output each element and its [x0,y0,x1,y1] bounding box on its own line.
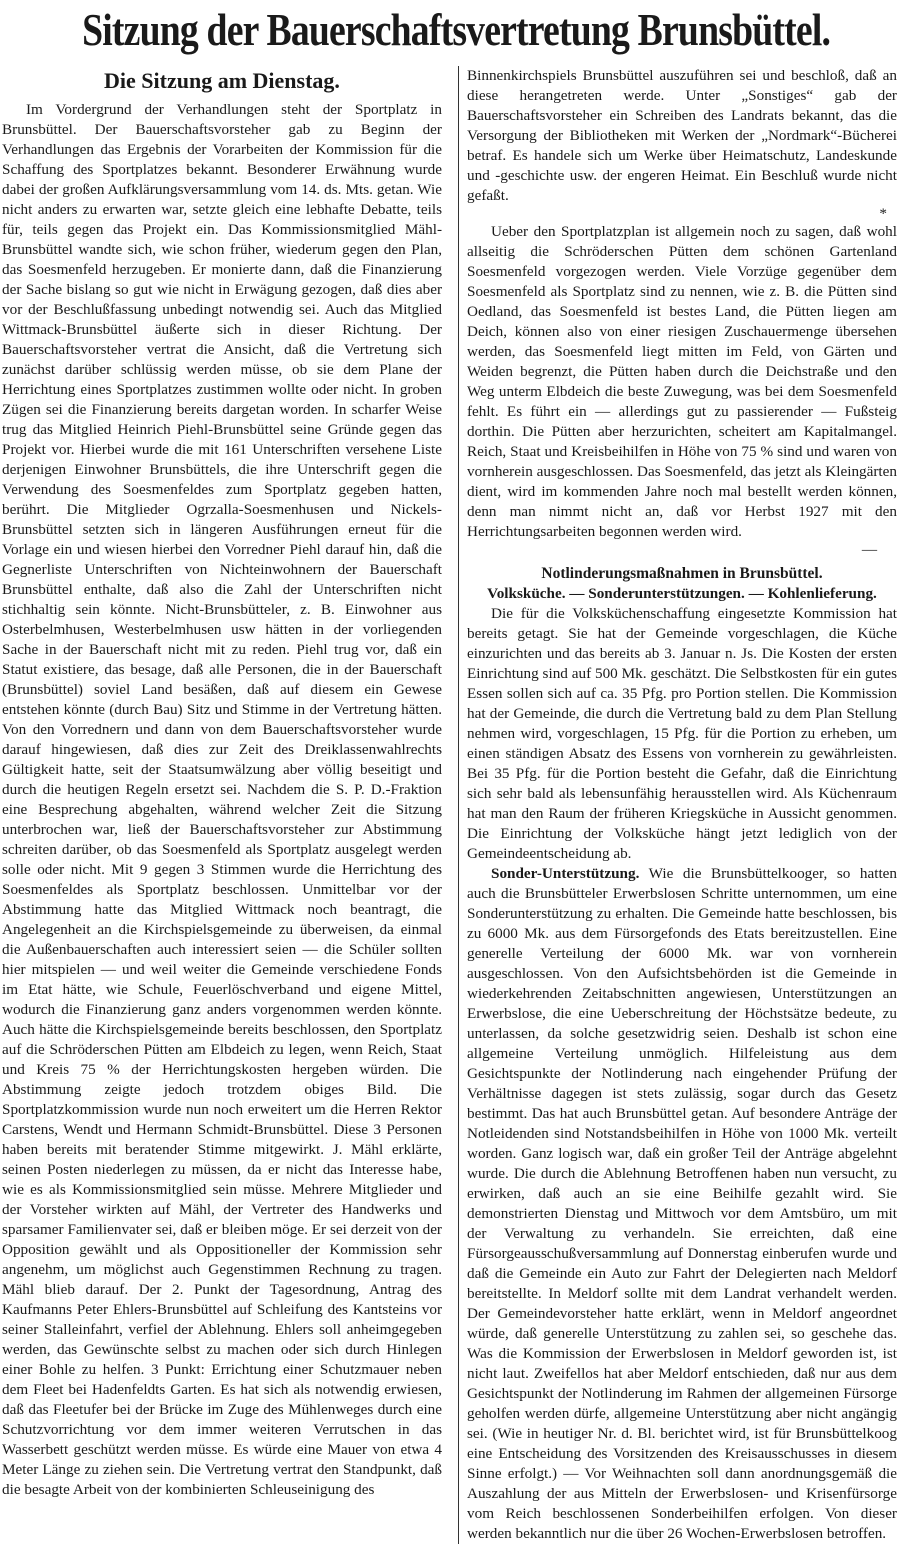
continuation-paragraph: Binnenkirchspiels Brunsbüttel auszuführen sei und beschloß, daß an diese herangetreten werde. Unter „Sonstiges“ gab der Bauerschaftsvorsteher ein Schreiben des Landrats bekannt, das die Versorgung der Bibliotheken mit Werken der „Nordmark“-Bücherei betraf. Es handele sich um Werke über Heimatschutz, Landeskunde und -geschichte usw. der engeren Heimat. Ein Beschluß wurde nicht gefaßt. [467,67,897,204]
volkskueche-paragraph: Die für die Volksküchenschaffung eingesetzte Kommission hat bereits getagt. Sie hat der Gemeinde vorgeschlagen, die Küche einzurichten und das bereits ab 3. Januar n. Js. Die Kosten der ersten Einrichtung sind auf 500 Mk. geschätzt. Die Selbstkosten für ein gutes Essen sollen sich auf ca. 35 Pfg. pro Portion stellen. Die Kommission hat der Gemeinde, die durch die Vertretung bald zu dem Plan Stellung nehmen wird, vorgeschlagen, 15 Pfg. für die Portion zu erheben, um einen ständigen Absatz des Essens von vornherein zu gewährleisten. Bei 35 Pfg. für die Portion besteht die Gefahr, daß die Einrichtung sich sehr bald als lebensunfähig herausstellen wird. Als Küchenraum hat man den Raum der früheren Kriegsküche in Aussicht genommen. Die Einrichtung der Volksküche hängt jetzt lediglich von der Gemeindeentscheidung ab. [467,605,897,862]
headline-container [0,2,900,58]
article-subtitle: Die Sitzung am Dienstag. [104,68,340,93]
sportplatz-paragraph: Ueber den Sportplatzplan ist allgemein noch zu sagen, daß wohl allseitig die Schröderschen Pütten dem schönen Gartenland Soesmenfeld vorgezogen werden. Viele Vorzüge gegenüber dem Soesmenfeld als Sportplatz sind zu nennen, wie z. B. die Pütten sind Oedland, das Soesmenfeld ist bestes Land, die Pütten liegen am Deich, können also von einer riesigen Zuschauermenge übersehen werden, das Soesmenfeld liegt mitten im Feld, von Gärten und Weiden begrenzt, die Pütten haben durch die Deichstraße und den Weg unterm Elbdeich die beste Zuwegung, was bei dem Soesmenfeld fehlt. Es führt ein — allerdings gut zu passierender — Fußsteig dorthin. Die Pütten aber herzurichten, scheitert am Kapitalmangel. Reich, Staat und Kreisbeihilfen in Höhe von 75 % sind und waren von vornherein ausgeschlossen. Das Soesmenfeld, das jetzt als Kleingärten dient, wird im kommenden Jahre noch mal bestellt werden können, denn man nimmt nicht an, daß vor Herbst 1927 mit den Herrichtungsarbeiten begonnen werden wird. [467,223,897,540]
article2-title: Notlinderungsmaßnahmen in Brunsbüttel. [541,565,823,582]
sonder-lead: Sonder-Unterstützung. [491,865,640,882]
article-paragraph: Im Vordergrund der Verhandlungen steht der Sportplatz in Brunsbüttel. Der Bauerschaftsvorsteher gab zu Beginn der Verhandlungen das Ergebnis der Vorarbeiten der Kommission für die Schaffung des Sportplatzes bekannt. Besonderer Erwähnung wurde dabei der großen Aufklärungsversammlung vom 14. ds. Mts. getan. Wie nicht anders zu erwarten war, setzte gleich eine lebhafte Debatte, teils für, teils gegen das Projekt ein. Das Kommissionsmitglied Mähl-Brunsbüttel wandte sich, wie schon früher, wiederum gegen den Plan, das Soesmenfeld herzugeben. Er monierte dann, daß die Finanzierung der Sache bislang so gut wie nicht in Erwägung gezogen, daß dies aber vor der Beschlußfassung unbedingt notwendig sei. Auch das Mitglied Wittmack-Brunsbüttel äußerte sich in dieser Richtung. Der Bauerschaftsvorsteher vertrat die Ansicht, daß die Vertretung sich zunächst darüber schlüssig werden müsse, ob sie dem Plane der Herrichtung eines Sportplatzes zustimmen wollte oder nicht. In groben Zügen sei die Finanzierung bereits dargetan worden. In scharfer Weise trug das Mitglied Heinrich Piehl-Brunsbüttel seine Gründe gegen das Projekt vor. Hierbei wurde die mit 161 Unterschriften versehene Liste derjenigen Einwohner Brunsbüttels, die ihre Unterschrift gegen die Verwendung des Soesmenfeldes zum Sportplatz gegeben hatten, berührt. Die Mitglieder Ogrzalla-Soesmenhusen und Nickels-Brunsbüttel setzten sich in längeren Ausführungen erneut für die Vorlage ein und wiesen hierbei den Vorredner Piehl darauf hin, daß die Gegnerliste Unterschriften von Nichteinwohnern der Bauerschaft Brunsbüttel enthalte, daß also die Zahl der Unterschriften nicht stichhaltig sein könnte. Nicht-Brunsbütteler, z. B. Einwohner aus Osterbelmhusen, Westerbelmhusen usw hätten in der vorliegenden Sache in der Bauerschaft nicht mit zu reden. Piehl trug vor, daß ein Statut existiere, das besage, daß alle Personen, die in der Bauerschaft (Brunsbüttel) soviel Land besäßen, daß auf diesem ein Gewese entstehen könnte (durch Bau) Sitz und Stimme in der Vertretung hätten. Von den Vorrednern und dann von dem Bauerschaftsvorsteher wurde darauf hingewiesen, daß dies zur Zeit des Dreiklassenwahlrechts Gültigkeit hatte, seit der Staatsumwälzung aber völlig beseitigt und durch die heutigen Regeln ersetzt sei. Nachdem die S. P. D.-Fraktion eine Besprechung abgehalten, während welcher Zeit die Sitzung unterbrochen war, ließ der Bauerschaftsvorsteher zur Abstimmung schreiten darüber, ob das Soesmenfeld als Sportplatz ausgelegt werden solle oder nicht. Mit 9 gegen 3 Stimmen wurde die Herrichtung des Soesmenfeldes als Sportplatz beschlossen. Unmittelbar vor der Abstimmung hatte das Mitglied Wittmack noch beantragt, die Angelegenheit an die Kirchspielsgemeinde zu überweisen, da einmal die Außenbauerschaften auch interessiert seien — die Schüler sollten hier mitspielen — und weil weiter die Gemeinde verschiedene Fonds im Etat hätte, wie Schule, Feuerlöschverband und eigene Mittel, wodurch die Finanzierung ganz anders vorgenommen werden könnte. Auch hätte die Kirchspielsgemeinde bereits beschlossen, den Sportplatz auf die Schröderschen Pütten am Elbdeich zu legen, wenn Reich, Staat und Kreis 75 % der Herrichtungskosten hergeben würden. Die Abstimmung zeigte jedoch trotzdem obiges Bild. Die Sportplatzkommission wurde nun noch erweitert um die Herren Rektor Carstens, Wendt und Hermann Schmidt-Brunsbüttel. Diese 3 Personen haben bereits mit beratender Stimme mitgewirkt. J. Mähl erklärte, seinen Posten niederlegen zu müssen, da er nicht das Interesse habe, wie es als Kommissionsmitglied sein müsse. Mehrere Mitglieder und der Vorsteher wirkten auf Mähl, der Vertreter des Handwerks und sparsamer Familienvater sei, daß er bleiben möge. Er sei derzeit von der Opposition gewählt und als Oppositioneller der Kommission sehr angenehm, um möglichst auch Gegenstimmen Rechnung zu tragen. Mähl blieb darauf. Der 2. Punkt der Tagesordnung, Antrag des Kaufmanns Peter Ehlers-Brunsbüttel auf Schleifung des Kantsteins vor seiner Stalleinfahrt, verfiel der Ablehnung. Ehlers soll anheimgegeben werden, das Gewünschte selbst zu machen oder sich durch Hinlegen einer Bohle zu helfen. 3 Punkt: Errichtung einer Schutzmauer neben dem Fleet bei Hadenfeldts Garten. Es hat sich als notwendig erwiesen, daß das Fleetufer bei der Brücke im Zuge des Mühlenweges durch eine Schutzvorrichtung vor dem immer weiteren Verrutschen in das Wasserbett geschützt werden müsse. Es würde eine Mauer von etwa 4 Meter Länge zu ziehen sein. Die Vertretung vertrat den Standpunkt, daß die besagte Arbeit von der kombinierten Schleuseinigung des [2,101,442,1498]
sonder-paragraph [467,864,897,1544]
right-column [458,66,897,1544]
left-column [2,66,442,1500]
article2-subtitle: Volksküche. — Sonderunterstützungen. — Kohlenlieferung. [487,585,877,602]
sonder-text: Wie die Brunsbüttelkooger, so hatten auch die Brunsbütteler Erwerbslosen Schritte unternommen, um eine Sonderunterstützung zu erhalten. Die Gemeinde hatte beschlossen, bis zu 6000 Mk. aus dem Fürsorgefonds des Etats bereitzustellen. Eine generelle Verteilung der 6000 Mk. war von vornherein ausgeschlossen. Von den Aufsichtsbehörden ist die Gemeinde in wiederkehrenden Zeitabschnitten angewiesen, Unterstützungen an Erwerbslose, die eine Ueberschreitung der Höchstsätze bedeute, zu unterlassen, da solche gesetzwidrig seien. Deshalb ist schon eine allgemeine Verteilung unmöglich. Hilfeleistung aus dem Gesichtspunkte der Notlinderung nach eingehender Prüfung der Verhältnisse dagegen ist stets zulässig, sogar durch das Gesetz bestimmt. Das hat auch Brunsbüttel getan. Auf besondere Anträge der Notleidenden sind Notstandsbeihilfen in Höhe von 1000 Mk. verteilt worden. Ganz logisch war, daß ein großer Teil der Anträge abgelehnt wurde. Die durch die Ablehnung Betroffenen haben nun versucht, zu erwirken, daß auch an sie eine Beihilfe gezahlt wird. Sie demonstrierten Dienstag und Mittwoch vor dem Amtsbüro, um mit der Verwaltung zu verhandeln. Sie erreichten, daß eine Fürsorgeausschußversammlung auf Donnerstag einberufen wurde und daß die Gemeinde ein Auto zur Fahrt der Delegierten nach Meldorf bereitstellte. In Meldorf sollte mit dem Landrat verhandelt werden. Der Gemeindevorsteher hatte erklärt, wenn in Meldorf angeordnet würde, daß generelle Unterstützung zu zahlen sei, so geschehe das. Was die Kommission der Erwerbslosen in Meldorf geworden ist, ist nicht laut. Zweifellos hat aber Meldorf entschieden, daß nur aus dem Gesichtspunkt der Notlinderung im Rahmen der allgemeinen Fürsorge geholfen werden dürfe, allgemeine Unterstützung aber nicht angängig sei. (Wie in heutiger Nr. d. Bl. berichtet wird, ist für Brunsbüttelkoog eine Entscheidung des Vorsitzenden des Kreisausschusses in diesem Sinne erfolgt.) — Vor Weihnachten soll dann anordnungsgemäß die Auszahlung der aus Mitteln der Erwerbslosen- und Krisenfürsorge vom Reich beschlossenen Sonderbeihilfen erfolgen. Von dieser werden bekanntlich nur die über 26 Wochen-Erwerbslosen betroffen. [467,865,897,1542]
headline: Sitzung der Bauerschaftsvertretung Brunsbüttel. [82,4,831,55]
separator-star: * [879,205,887,222]
separator-rule: — [861,541,877,558]
